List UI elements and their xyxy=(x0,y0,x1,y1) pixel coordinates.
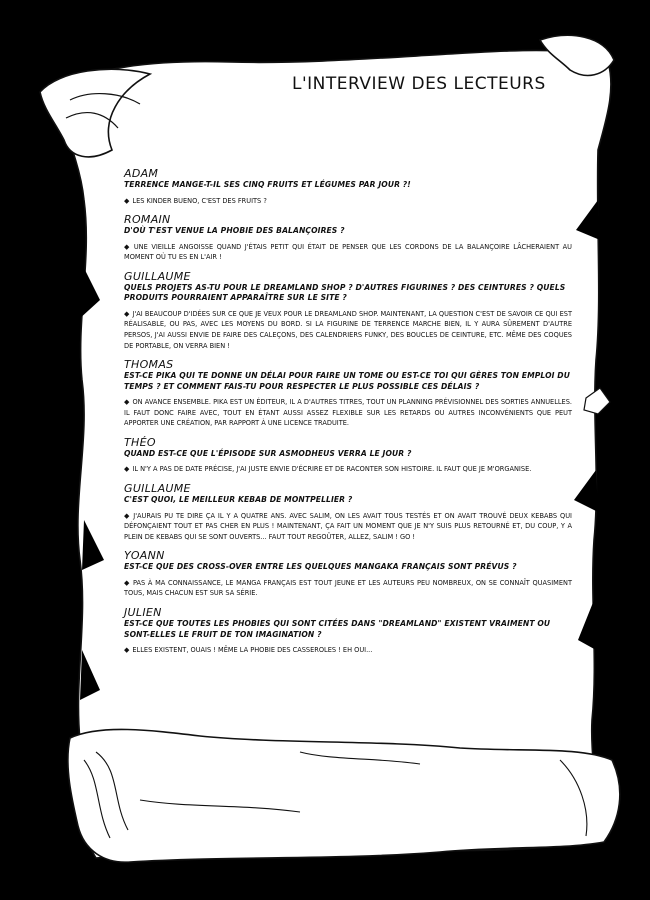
answer-text: ON AVANCE ENSEMBLE. PIKA EST UN ÉDITEUR, IL A D'AUTRES TITRES, TOUT UN PLANNING PRÉVISIONNEL DES SORTIES ANNUELLES. IL FAUT DONC FAIRE AVEC, TOUT EN ÉTANT AUSSI ASSEZ FLEXIBLE SUR LES RETARDS OU AUTRES INCONVÉNIENTS QUE PEUT APPORTER UNE CRÉATION, PAR RAPPORT À UNE LICENCE TRADUITE. xyxy=(124,398,573,428)
qa-entry xyxy=(124,168,572,206)
qa-entry xyxy=(124,214,572,263)
reader-question: C'EST QUOI, LE MEILLEUR KEBAB DE MONTPELLIER ? xyxy=(124,495,353,505)
qa-entry xyxy=(124,483,572,542)
diamond-bullet-icon: ◆ xyxy=(124,646,130,654)
reader-name: ROMAIN xyxy=(124,213,171,227)
page-title: L'INTERVIEW DES LECTEURS xyxy=(292,74,546,94)
diamond-bullet-icon: ◆ xyxy=(124,465,130,474)
reader-question: QUELS PROJETS AS-TU POUR LE DREAMLAND SHOP ? D'AUTRES FIGURINES ? DES CEINTURES ? QUELS PRODUITS POURRAIENT APPARAÎTRE SUR LE SITE ? xyxy=(124,282,566,303)
reader-question: QUAND EST-CE QUE L'ÉPISODE SUR ASMODHEUS VERRA LE JOUR ? xyxy=(124,448,412,458)
author-answer xyxy=(124,464,572,475)
author-answer xyxy=(124,242,572,263)
reader-name: THÉO xyxy=(124,435,156,449)
author-answer xyxy=(124,397,572,429)
diamond-bullet-icon: ◆ xyxy=(124,242,131,251)
diamond-bullet-icon: ◆ xyxy=(124,578,130,587)
author-answer xyxy=(124,511,572,543)
qa-entry xyxy=(124,271,572,351)
qa-entry xyxy=(124,550,572,599)
reader-name: JULIEN xyxy=(124,606,162,619)
answer-text: LES KINDER BUENO, C'EST DES FRUITS ? xyxy=(132,196,267,205)
diamond-bullet-icon: ◆ xyxy=(124,511,131,520)
qa-entry xyxy=(124,437,572,475)
reader-name: GUILLAUME xyxy=(124,269,191,283)
reader-name: YOANN xyxy=(124,549,165,563)
reader-question: EST-CE QUE TOUTES LES PHOBIES QUI SONT CITÉES DANS "DREAMLAND" EXISTENT VRAIMENT OU SONT-ELLES LE FRUIT DE TON IMAGINATION ? xyxy=(124,619,551,639)
reader-question: EST-CE QUE DES CROSS-OVER ENTRE LES QUELQUES MANGAKA FRANÇAIS SONT PRÉVUS ? xyxy=(124,562,517,572)
author-answer xyxy=(124,309,572,351)
interview-list xyxy=(124,168,572,664)
qa-entry xyxy=(124,359,572,429)
answer-text: PAS À MA CONNAISSANCE, LE MANGA FRANÇAIS EST TOUT JEUNE ET LES AUTEURS PEU NOMBREUX, ON SE CONNAÎT QUASIMENT TOUS, MAIS CHACUN EST SUR SA SÉRIE. xyxy=(124,578,572,598)
answer-text: IL N'Y A PAS DE DATE PRÉCISE, J'AI JUSTE ENVIE D'ÉCRIRE ET DE RACONTER SON HISTOIRE. IL FAUT QUE JE M'ORGANISE. xyxy=(132,465,532,474)
reader-question: EST-CE PIKA QUI TE DONNE UN DÉLAI POUR FAIRE UN TOME OU EST-CE TOI QUI GÈRES TON EMPLOI DU TEMPS ? ET COMMENT FAIS-TU POUR RESPECTER LE PLUS POSSIBLE CES DÉLAIS ? xyxy=(124,371,570,391)
qa-entry xyxy=(124,607,572,656)
answer-text: ELLES EXISTENT, OUAIS ! MÊME LA PHOBIE DES CASSEROLES ! EH OUI... xyxy=(132,646,373,654)
reader-question: D'OÙ T'EST VENUE LA PHOBIE DES BALANÇOIRES ? xyxy=(124,226,345,236)
diamond-bullet-icon: ◆ xyxy=(124,309,130,318)
reader-question: TERRENCE MANGE-T-IL SES CINQ FRUITS ET LÉGUMES PAR JOUR ?! xyxy=(124,180,411,189)
scroll-bottom-roll xyxy=(68,729,620,862)
reader-name: THOMAS xyxy=(124,358,174,372)
author-answer xyxy=(124,645,572,656)
answer-text: J'AURAIS PU TE DIRE ÇA IL Y A QUATRE ANS. AVEC SALIM, ON LES AVAIT TOUS TESTÉS ET ON AVAIT TROUVÉ DEUX KEBABS QUI DÉFONÇAIENT TOUT ET PAS CHER EN PLUS ! MAINTENANT, ÇA FAIT UN MOMENT QUE JE N'Y SUIS PLUS RETOURNÉ ET, DU COUP, Y A PLEIN DE KEBABS QUI SE SONT OUVERTS... FAUT TOUT REGOÛTER, ALLEZ, SALIM ! GO ! xyxy=(124,511,573,541)
diamond-bullet-icon: ◆ xyxy=(124,398,130,407)
author-answer xyxy=(124,578,572,599)
reader-name: ADAM xyxy=(124,167,159,180)
answer-text: UNE VIEILLE ANGOISSE QUAND J'ÉTAIS PETIT QUI ÉTAIT DE PENSER QUE LES CORDONS DE LA BALANÇOIRE LÂCHERAIENT AU MOMENT OÙ TU ES EN L'AIR ! xyxy=(124,242,573,262)
answer-text: J'AI BEAUCOUP D'IDÉES SUR CE QUE JE VEUX POUR LE DREAMLAND SHOP. MAINTENANT, LA QUESTION C'EST DE SAVOIR CE QUI EST RÉALISABLE, OU PAS, AVEC LES MOYENS DU BORD. SI LA FIGURINE DE TERRENCE MARCHE BIEN, IL Y AURA SÛREMENT D'AUTRE PERSOS, J'AI AUSSI ENVIE DE FAIRE DES CALEÇONS, DES CALENDRIERS FUNKY, DES BOUCLES DE CEINTURE, ETC. MÊME DES COQUES DE PORTABLE, ON VERRA BIEN ! xyxy=(124,309,572,350)
diamond-bullet-icon: ◆ xyxy=(124,196,130,205)
author-answer xyxy=(124,196,572,207)
reader-name: GUILLAUME xyxy=(124,482,191,496)
